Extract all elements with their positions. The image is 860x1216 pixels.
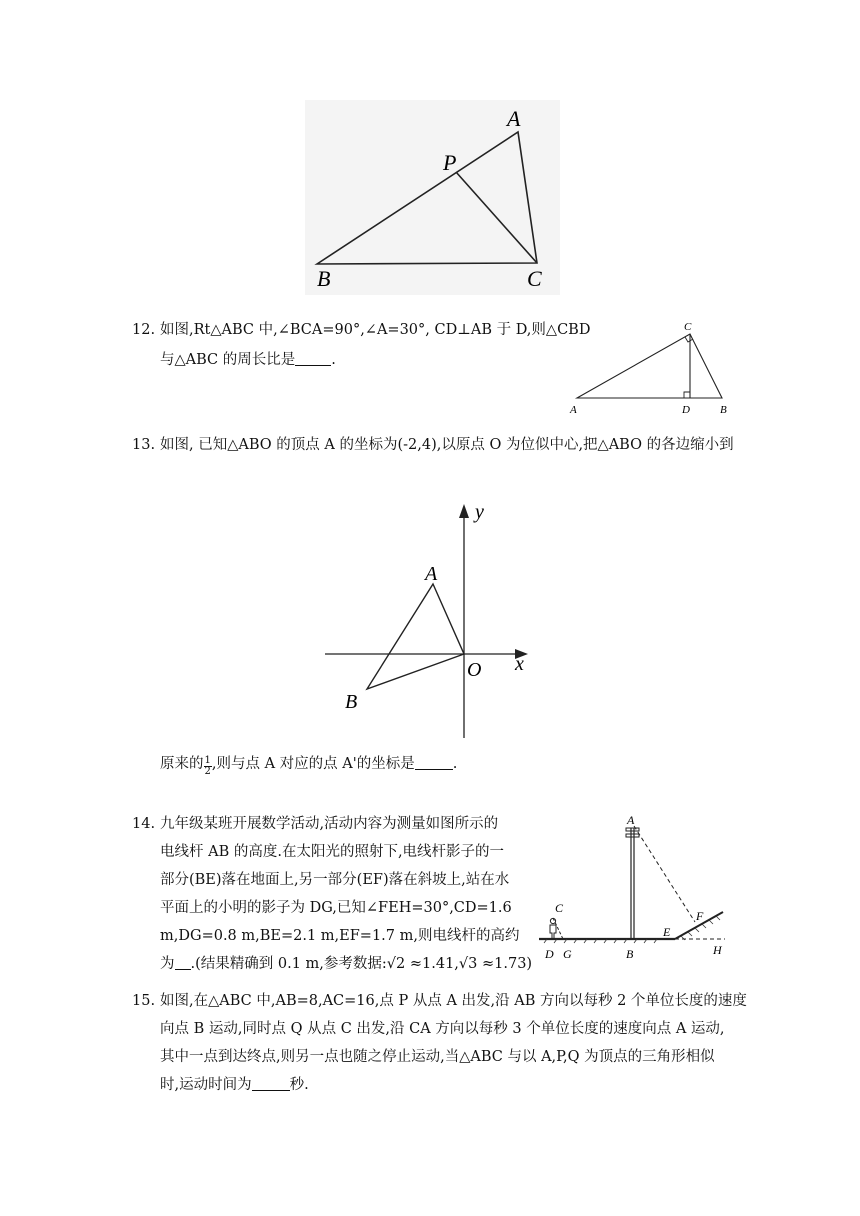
question-15-line-1: 如图,在△ABC 中,AB=8,AC=16,点 P 从点 A 出发,沿 AB 方向以每秒 2 个单位长度的速度: [160, 993, 747, 1009]
pole-crossbar-top: [626, 828, 639, 831]
person-body: [550, 925, 556, 939]
question-15-text-pre: 时,运动时间为: [160, 1077, 252, 1093]
fraction-one-half: [204, 756, 212, 777]
answer-blank: [252, 1076, 290, 1091]
label-f: F: [696, 909, 704, 923]
label-a: A: [507, 106, 521, 131]
coordinate-figure: [325, 498, 540, 743]
answer-blank: [415, 755, 453, 770]
triangle-abo: [367, 584, 464, 689]
figure-background: [305, 100, 560, 295]
right-triangle-figure: [560, 318, 740, 418]
triangle-abc: [577, 334, 722, 398]
question-13-text-pre: 原来的: [160, 756, 204, 772]
question-15-line-2: 向点 B 运动,同时点 Q 从点 C 出发,沿 CA 方向以每秒 3 个单位长度的速度向点 A 运动,: [160, 1021, 725, 1037]
person-head: [550, 918, 555, 923]
question-15-text-post: 秒.: [289, 1077, 309, 1093]
question-15-body: [160, 987, 747, 1099]
label-d: D: [682, 404, 690, 416]
label-b: B: [317, 266, 331, 291]
label-c: C: [527, 266, 542, 291]
fraction-numerator: 1: [204, 755, 211, 766]
utility-pole-figure: [535, 808, 735, 968]
question-15-line-4: [160, 1071, 747, 1099]
question-13-number: 13.: [132, 437, 156, 453]
question-14-line-6: [160, 950, 532, 978]
question-14-line-3: 部分(BE)落在地面上,另一部分(EF)落在斜坡上,站在水: [160, 872, 510, 888]
question-14-line-4: 平面上的小明的影子为 DG,已知∠FEH=30°,CD=1.6: [160, 900, 512, 916]
label-e: E: [663, 925, 671, 939]
label-a: A: [627, 813, 635, 827]
question-14-line-2: 电线杆 AB 的高度.在太阳光的照射下,电线杆影子的一: [160, 844, 505, 860]
question-12-period: .: [331, 352, 336, 368]
question-13-period: .: [452, 756, 458, 772]
label-b: B: [720, 404, 727, 416]
answer-blank: [175, 955, 191, 970]
sun-ray-dashed: [634, 826, 695, 922]
label-p: P: [443, 150, 457, 175]
question-12-line-2: [160, 346, 336, 374]
label-c: C: [555, 901, 564, 915]
label-o: O: [467, 659, 482, 681]
label-b: B: [345, 691, 358, 713]
label-d: D: [545, 947, 554, 961]
question-12-number: 12.: [132, 322, 156, 338]
question-13-line-2: [160, 750, 457, 778]
question-14-number: 14.: [132, 816, 156, 832]
question-14-body: [160, 810, 532, 978]
label-g: G: [563, 947, 572, 961]
fraction-denominator: 2: [204, 766, 211, 777]
answer-blank: [295, 351, 331, 366]
label-c: C: [684, 321, 692, 333]
right-angle-mark-d: [684, 392, 690, 398]
label-a: A: [425, 563, 438, 585]
question-13-line-1: 如图, 已知△ABO 的顶点 A 的坐标为(-2,4),以原点 O 为位似中心,把△ABO 的各边缩小到: [160, 437, 734, 453]
question-14-line-5: m,DG=0.8 m,BE=2.1 m,EF=1.7 m,则电线杆的高约: [160, 928, 520, 944]
triangle-abc-figure: [305, 100, 560, 295]
question-14-line-1: 九年级某班开展数学活动,活动内容为测量如图所示的: [160, 816, 499, 832]
question-13-text-post: ,则与点 A 对应的点 A'的坐标是: [211, 756, 415, 772]
label-x: x: [515, 653, 524, 675]
label-y: y: [475, 501, 484, 523]
question-12-line-1: 如图,Rt△ABC 中,∠BCA=90°,∠A=30°, CD⊥AB 于 D,则△CBD: [160, 322, 591, 338]
pole-crossbar-bottom: [626, 834, 639, 837]
question-14-text-pre: 为: [160, 956, 175, 972]
label-a: A: [570, 404, 577, 416]
label-b: B: [626, 947, 634, 961]
question-15-line-3: 其中一点到达终点,则另一点也随之停止运动,当△ABC 与以 A,P,Q 为顶点的三角形相似: [160, 1049, 715, 1065]
y-axis-arrow: [459, 504, 469, 518]
question-15-number: 15.: [132, 993, 156, 1009]
label-h: H: [713, 943, 722, 957]
question-14-text-post: .(结果精确到 0.1 m,参考数据:√2 ≈1.41,√3 ≈1.73): [190, 956, 533, 972]
question-12-text: 与△ABC 的周长比是: [160, 352, 296, 368]
